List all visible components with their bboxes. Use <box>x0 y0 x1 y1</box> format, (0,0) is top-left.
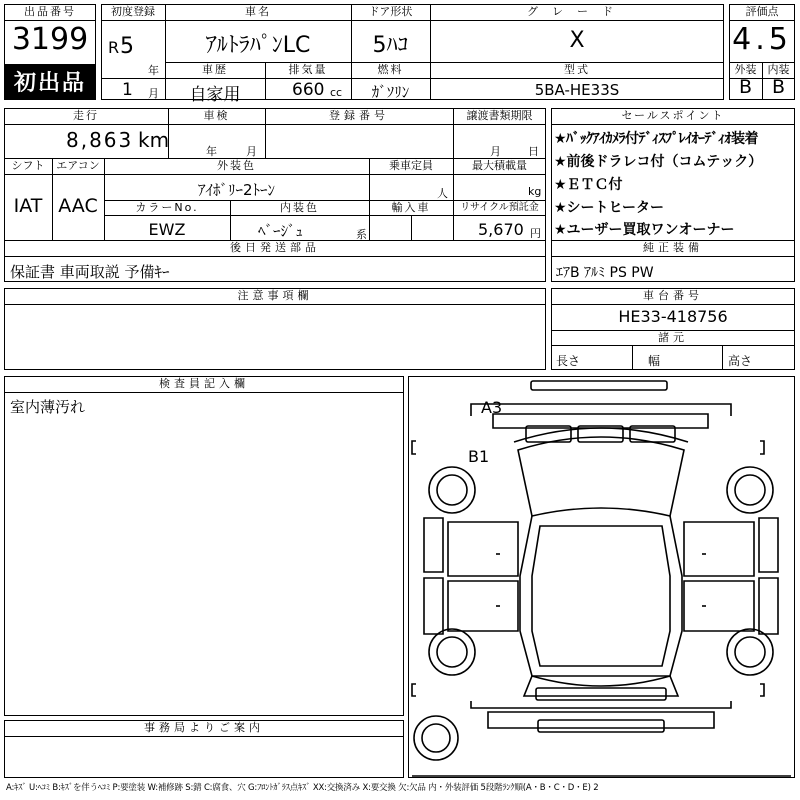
sales-point-3: ★ＥＴＣ付 <box>554 177 623 193</box>
lot-label: 出品番号 <box>24 5 76 18</box>
shift-label: シフト <box>11 159 45 172</box>
chassis-value: HE33-418756 <box>618 307 728 326</box>
max-load-unit: kg <box>528 185 542 198</box>
history-value: 自家用 <box>189 85 241 105</box>
first-reg-month-unit: 月 <box>148 87 159 100</box>
exterior-grade-value: B <box>738 76 753 98</box>
model-value: 5BA-HE33S <box>534 81 620 99</box>
interior-color-unit: 系 <box>356 228 367 241</box>
rating-value: 4.5 <box>732 22 792 57</box>
damage-mark-b1: B1 <box>468 447 490 466</box>
spec-length: 長さ <box>556 354 581 368</box>
grade-value: X <box>569 28 585 53</box>
reg-number-label: 登録番号 <box>329 109 389 122</box>
spec-height: 高さ <box>728 354 753 368</box>
transfer-label: 譲渡書類期限 <box>466 109 533 122</box>
history-label: 車歴 <box>202 63 228 76</box>
recycle-label: リサイクル預託金 <box>460 202 539 213</box>
exterior-color-value: ｱｲﾎﾞﾘｰ2ﾄｰﾝ <box>197 181 276 199</box>
car-name-label: 車名 <box>245 5 271 18</box>
door-value: 5ﾊｺ <box>372 33 409 58</box>
displacement-value: 660 <box>292 80 325 100</box>
later-parts-value: 保証書 車両取説 予備ｷｰ <box>10 263 170 281</box>
genuine-equip-label: 純正装備 <box>643 241 703 254</box>
model-label: 型式 <box>564 63 590 76</box>
transfer-day-unit: 日 <box>528 145 539 158</box>
color-no-label: カラーNo. <box>135 201 199 214</box>
inspection-label: 車検 <box>203 109 230 122</box>
mileage-unit: km <box>138 128 170 152</box>
displacement-unit: cc <box>330 86 343 99</box>
damage-mark-a3: A3 <box>481 398 503 417</box>
car-diagram <box>408 376 795 778</box>
first-reg-month: 1 <box>122 80 133 100</box>
interior-color-value: ﾍﾞｰｼﾞｭ <box>258 222 304 240</box>
transfer-month-unit: 月 <box>490 145 501 158</box>
mileage-label: 走行 <box>73 109 99 122</box>
spec-width: 幅 <box>648 354 661 368</box>
recycle-value: 5,670 <box>478 220 524 239</box>
first-reg-year-unit: 年 <box>148 64 159 77</box>
specs-label: 諸元 <box>658 331 688 344</box>
sales-point-2: ★前後ドラレコ付（コムテック） <box>554 154 763 170</box>
recycle-unit: 円 <box>530 227 541 240</box>
displacement-label: 排気量 <box>288 63 328 76</box>
rating-label: 評価点 <box>745 5 779 18</box>
sales-point-4: ★シートヒーター <box>554 200 664 216</box>
inspector-box <box>4 376 404 716</box>
first-listing-text: 初出品 <box>13 71 86 96</box>
inspector-label: 検査員記入欄 <box>159 377 249 390</box>
sales-point-5: ★ユーザー買取ワンオーナー <box>554 222 735 238</box>
chassis-label: 車台番号 <box>643 289 703 302</box>
later-parts-label: 後日発送部品 <box>230 241 320 254</box>
import-label: 輸入車 <box>391 201 431 214</box>
shift-value: IAT <box>13 195 43 217</box>
color-no-value: EWZ <box>148 220 186 239</box>
door-label: ドア形状 <box>368 5 413 18</box>
sales-points-label: セールスポイント <box>621 109 725 122</box>
interior-color-label: 内装色 <box>280 201 319 214</box>
first-reg-era: R <box>108 38 120 57</box>
interior-grade-value: B <box>771 76 786 98</box>
fuel-value: ｶﾞｿﾘﾝ <box>371 83 410 101</box>
max-load-label: 最大積載量 <box>472 159 527 172</box>
fuel-label: 燃料 <box>377 63 404 76</box>
car-name-value: ｱﾙﾄﾗﾊﾟﾝLC <box>205 33 311 58</box>
grade-label: グレード <box>527 5 627 18</box>
exterior-grade-label: 外装 <box>734 63 757 76</box>
inspector-value: 室内薄汚れ <box>10 398 86 416</box>
capacity-unit: 人 <box>437 187 448 200</box>
inspection-year-unit: 年 <box>206 145 217 158</box>
aircon-label: エアコン <box>56 159 100 172</box>
legend-text: A:ｷｽﾞ U:ﾍｺﾐ B:ｷｽﾞを伴うﾍｺﾐ P:要塗装 W:補修跡 S:錆 C:腐食、穴 G:ﾌﾛﾝﾄｶﾞﾗｽ点ｷｽﾞ XX:交換済み X:要交換 欠:欠品 内・外装評価 5段階ﾗﾝｸ順(A・B・C・D・E) 2 <box>6 783 599 793</box>
first-reg-year: 5 <box>120 34 134 59</box>
notes-label: 注意事項欄 <box>237 289 313 302</box>
sales-point-1: ★ﾊﾞｯｸｱｲｶﾒﾗ付ﾃﾞｨｽﾌﾟﾚｲｵｰﾃﾞｨｵ装着 <box>554 131 759 147</box>
genuine-equip-value: ｴｱB ｱﾙﾐ PS PW <box>556 265 654 281</box>
mileage-value: 8,863 <box>66 128 134 152</box>
interior-grade-label: 内装 <box>767 63 790 76</box>
exterior-color-label: 外装色 <box>217 159 256 172</box>
lot-number: 3199 <box>11 22 89 57</box>
aircon-value: AAC <box>58 195 98 217</box>
first-reg-label: 初度登録 <box>111 5 155 18</box>
office-label: 事務局よりご案内 <box>144 721 264 734</box>
inspection-month-unit: 月 <box>246 145 257 158</box>
capacity-label: 乗車定員 <box>389 159 433 172</box>
